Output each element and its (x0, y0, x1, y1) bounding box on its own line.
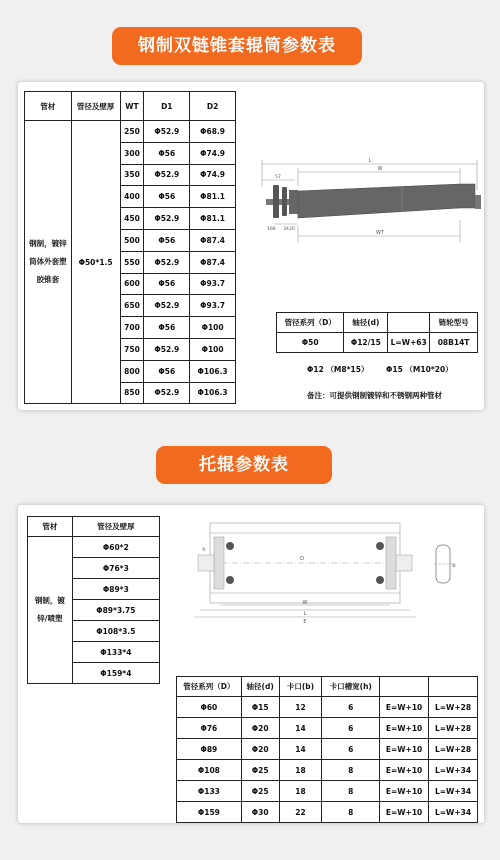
idler-spec-cell: Φ89 (177, 739, 242, 760)
idler-spec-cell: 8 (322, 781, 380, 802)
dim-9-label: 9 (272, 227, 276, 232)
idler-material-cell: 钢制，镀锌/喷塑 (28, 537, 73, 684)
d1-cell: Φ56 (144, 273, 190, 295)
idler-header-material: 管材 (28, 517, 73, 537)
dim-34-label: 34 (283, 227, 289, 232)
d2-cell: Φ81.1 (190, 208, 236, 230)
idler-pipe-cell: Φ89*3.75 (72, 600, 159, 621)
wt-cell: 850 (120, 382, 144, 404)
header-d1: D1 (144, 92, 190, 121)
d1-cell: Φ56 (144, 229, 190, 251)
idler-pipe-cell: Φ159*4 (72, 663, 159, 684)
d1-cell: Φ52.9 (144, 295, 190, 317)
table-row (177, 697, 478, 718)
idler-spec-cell: Φ159 (177, 802, 242, 823)
table-row (25, 121, 236, 143)
idler-pipe-cell: Φ133*4 (72, 642, 159, 663)
roller-param-table (24, 91, 236, 404)
wt-cell: 250 (120, 121, 144, 143)
spec-header-series: 管径系列（D） (277, 313, 344, 333)
idler-spec-cell: Φ15 (241, 697, 279, 718)
wt-cell: 400 (120, 186, 144, 208)
wt-cell: 500 (120, 229, 144, 251)
d2-cell: Φ68.9 (190, 121, 236, 143)
idler-dim-w-label: W (302, 600, 308, 606)
d2-cell: Φ106.3 (190, 360, 236, 382)
dim-16-label: 16 (267, 227, 273, 232)
idler-spec-cell: E=W+10 (380, 802, 429, 823)
spec-header-row (277, 313, 478, 333)
table-row (177, 781, 478, 802)
idler-dim-l-label: L (303, 611, 307, 617)
idler-spec-cell: E=W+10 (380, 781, 429, 802)
idler-pipe-cell: Φ108*3.5 (72, 621, 159, 642)
dim-20-label: 20 (289, 227, 295, 232)
idler-spec-cell: 6 (322, 739, 380, 760)
idler-spec-cell: Φ25 (241, 781, 279, 802)
spec-series-cell: Φ50 (277, 333, 344, 353)
idler-pipe-table (27, 516, 160, 684)
idler-spec-cell: E=W+10 (380, 718, 429, 739)
table-header-row (25, 92, 236, 121)
idler-spec-cell: 12 (279, 697, 322, 718)
idler-spec-cell: L=W+34 (429, 802, 478, 823)
idler-spec-cell: E=W+10 (380, 697, 429, 718)
idler-spec-cell: Φ20 (241, 739, 279, 760)
d1-cell: Φ52.9 (144, 251, 190, 273)
wt-cell: 300 (120, 142, 144, 164)
dim-l-label: L (368, 158, 372, 164)
spec-header-shaft: 轴径(d) (344, 313, 388, 333)
spec-row (277, 333, 478, 353)
section2-title-banner (156, 446, 332, 484)
d1-cell: Φ56 (144, 317, 190, 339)
idler-header-row (28, 517, 160, 537)
wt-cell: 550 (120, 251, 144, 273)
idler-pipe-cell: Φ89*3 (72, 579, 159, 600)
header-wt: WT (120, 92, 144, 121)
idler-spec-cell: L=W+34 (429, 760, 478, 781)
idler-spec-cell: Φ30 (241, 802, 279, 823)
d2-cell: Φ100 (190, 338, 236, 360)
idler-spec-cell: 14 (279, 739, 322, 760)
tapered-roller-drawing (252, 150, 482, 260)
section2-title: 托辊参数表 (199, 455, 289, 475)
idler-spec-table (176, 676, 478, 823)
dim-wt-label: WT (376, 230, 384, 236)
d1-cell: Φ52.9 (144, 382, 190, 404)
d2-cell: Φ93.7 (190, 295, 236, 317)
idler-spec-cell: Φ76 (177, 718, 242, 739)
idler-spec-header-slot-width: 卡口槽宽(h) (322, 677, 380, 697)
table-row (28, 537, 160, 558)
idler-spec-cell: Φ25 (241, 760, 279, 781)
idler-dim-b-label: b (452, 563, 456, 569)
d1-cell: Φ56 (144, 186, 190, 208)
section1-title: 钢制双链锥套辊筒参数表 (138, 36, 336, 56)
idler-spec-header-series: 管径系列（D） (177, 677, 242, 697)
d2-cell: Φ87.4 (190, 251, 236, 273)
d2-cell: Φ100 (190, 317, 236, 339)
idler-spec-cell: L=W+28 (429, 718, 478, 739)
d1-cell: Φ56 (144, 142, 190, 164)
wt-cell: 800 (120, 360, 144, 382)
idler-dim-h-label: h (202, 547, 206, 553)
idler-spec-cell: 8 (322, 760, 380, 781)
thread-b-text: Φ15 （M10*20） (386, 365, 453, 374)
idler-spec-cell: 8 (322, 802, 380, 823)
idler-spec-header-l (429, 677, 478, 697)
idler-spec-cell: 18 (279, 781, 322, 802)
material-note: 备注：可提供钢制镀锌和不锈钢两种管材 (307, 391, 442, 400)
wt-cell: 600 (120, 273, 144, 295)
idler-spec-cell: L=W+28 (429, 739, 478, 760)
d1-cell: Φ52.9 (144, 164, 190, 186)
wt-cell: 750 (120, 338, 144, 360)
d1-cell: Φ56 (144, 360, 190, 382)
idler-spec-cell: 6 (322, 697, 380, 718)
wt-cell: 650 (120, 295, 144, 317)
d1-cell: Φ52.9 (144, 338, 190, 360)
idler-spec-cell: 14 (279, 718, 322, 739)
header-material: 管材 (25, 92, 72, 121)
wt-cell: 700 (120, 317, 144, 339)
idler-pipe-cell: Φ76*3 (72, 558, 159, 579)
d1-cell: Φ52.9 (144, 208, 190, 230)
idler-header-pipe: 管径及壁厚 (72, 517, 159, 537)
section1-title-banner (112, 27, 362, 65)
spec-header-sprocket: 链轮型号 (430, 313, 478, 333)
table-row (177, 718, 478, 739)
idler-spec-cell: 22 (279, 802, 322, 823)
header-d2: D2 (190, 92, 236, 121)
d2-cell: Φ81.1 (190, 186, 236, 208)
idler-spec-header-e (380, 677, 429, 697)
idler-spec-cell: Φ60 (177, 697, 242, 718)
spec-length-cell: L=W+63 (388, 333, 430, 353)
idler-spec-cell: 18 (279, 760, 322, 781)
idler-spec-header-slot: 卡口(b) (279, 677, 322, 697)
d2-cell: Φ93.7 (190, 273, 236, 295)
idler-spec-cell: Φ20 (241, 718, 279, 739)
material-cell: 钢制，镀锌筒体外套塑胶锥套 (25, 121, 72, 404)
d2-cell: Φ74.9 (190, 142, 236, 164)
idler-spec-cell: E=W+10 (380, 739, 429, 760)
idler-spec-header-row (177, 677, 478, 697)
chain-spec-table (276, 312, 478, 353)
header-pipe: 管径及壁厚 (71, 92, 120, 121)
d2-cell: Φ74.9 (190, 164, 236, 186)
idler-spec-cell: L=W+28 (429, 697, 478, 718)
idler-dim-e-label: E (303, 619, 307, 625)
pipe-cell: Φ50*1.5 (71, 121, 120, 404)
thread-a-text: Φ12 （M8*15） (307, 365, 369, 374)
table-row (177, 760, 478, 781)
d1-cell: Φ52.9 (144, 121, 190, 143)
idler-spec-cell: 6 (322, 718, 380, 739)
dim-w-label: W (377, 166, 383, 172)
idler-spec-cell: Φ133 (177, 781, 242, 802)
wt-cell: 450 (120, 208, 144, 230)
table-row (177, 739, 478, 760)
idler-spec-header-shaft: 轴径(d) (241, 677, 279, 697)
idler-spec-cell: L=W+34 (429, 781, 478, 802)
idler-pipe-cell: Φ60*2 (72, 537, 159, 558)
spec-shaft-cell: Φ12/15 (344, 333, 388, 353)
spec-sprocket-cell: 08B14T (430, 333, 478, 353)
idler-spec-cell: E=W+10 (380, 760, 429, 781)
d2-cell: Φ106.3 (190, 382, 236, 404)
idler-roller-drawing (190, 515, 470, 625)
table-row (177, 802, 478, 823)
dim-57-label: 57 (275, 175, 281, 180)
d2-cell: Φ87.4 (190, 229, 236, 251)
spec-header-length (388, 313, 430, 333)
idler-spec-cell: Φ108 (177, 760, 242, 781)
idler-dim-d-label: D (300, 556, 304, 562)
wt-cell: 350 (120, 164, 144, 186)
